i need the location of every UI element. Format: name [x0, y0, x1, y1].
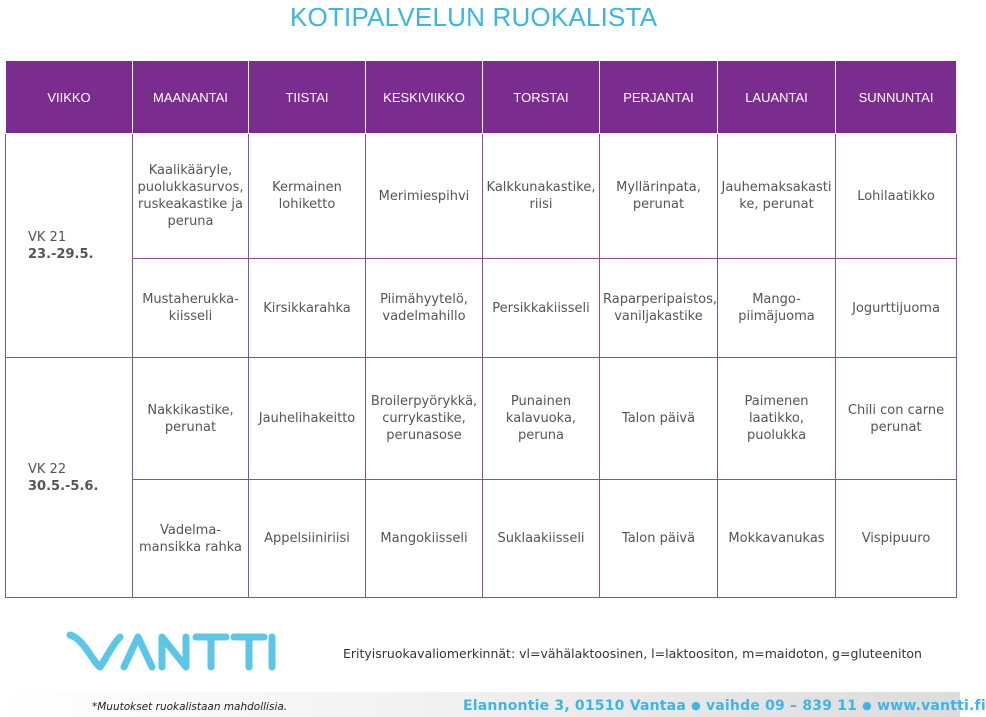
header-cell: PERJANTAI [600, 61, 718, 134]
menu-cell: Myllärinpata, perunat [600, 134, 718, 259]
week2-dessert-row [6, 480, 957, 598]
diet-legend: Erityisruokavaliomerkinnät: vl=vähälaktoosinen, l=laktoositon, m=maidoton, g=gluteeniton [343, 646, 922, 661]
header-row [6, 61, 957, 134]
menu-cell: Paimenen laatikko, puolukka [718, 358, 836, 480]
menu-cell: Broilerpyörykkä, currykastike, perunasose [366, 358, 483, 480]
week-dates: 23.-29.5. [28, 246, 94, 262]
website-link[interactable]: www.vantti.fi [877, 698, 986, 714]
menu-cell: Chili con carne perunat [836, 358, 957, 480]
changes-note: *Muutokset ruokalistaan mahdollisia. [92, 701, 288, 713]
menu-cell: Raparperipaistos, vaniljakastike [600, 259, 718, 358]
menu-cell: Talon päivä [600, 480, 718, 598]
menu-cell: Talon päivä [600, 358, 718, 480]
phone: vaihde 09 – 839 11 [705, 698, 858, 714]
week1-main-row [6, 134, 957, 259]
menu-cell: Merimiespihvi [366, 134, 483, 259]
menu-cell: Vadelma-mansikka rahka [133, 480, 249, 598]
menu-cell: Kirsikkarahka [249, 259, 366, 358]
menu-cell: Kaalikääryle, puolukkasurvos, ruskeakastike ja peruna [133, 134, 249, 259]
vantti-logo-icon [66, 629, 278, 673]
week-dates: 30.5.-5.6. [28, 478, 99, 494]
menu-table [5, 60, 957, 598]
menu-cell: Suklaakiisseli [483, 480, 600, 598]
week2-main-row [6, 358, 957, 480]
week1-dessert-row [6, 259, 957, 358]
header-cell: VIIKKO [6, 61, 133, 134]
week-label: VK 22 [28, 461, 67, 477]
header-cell: SUNNUNTAI [836, 61, 957, 134]
week-label: VK 21 [28, 229, 67, 245]
menu-cell: Lohilaatikko [836, 134, 957, 259]
menu-cell: Jogurttijuoma [836, 259, 957, 358]
menu-cell: Kalkkunakastike, riisi [483, 134, 600, 259]
bullet-icon: ● [862, 699, 872, 712]
menu-cell: Jauhemaksakasti ke, perunat [718, 134, 836, 259]
menu-cell: Vispipuuro [836, 480, 957, 598]
header-cell: LAUANTAI [718, 61, 836, 134]
menu-cell: Mangokiisseli [366, 480, 483, 598]
header-cell: TORSTAI [483, 61, 600, 134]
bullet-icon: ● [691, 699, 701, 712]
menu-cell: Nakkikastike, perunat [133, 358, 249, 480]
menu-cell: Punainen kalavuoka, peruna [483, 358, 600, 480]
menu-cell: Appelsiiniriisi [249, 480, 366, 598]
contact-info [463, 698, 986, 714]
menu-cell: Jauhelihakeitto [249, 358, 366, 480]
address: Elannontie 3, 01510 Vantaa [463, 698, 686, 714]
menu-cell: Mustaherukka-kiisseli [133, 259, 249, 358]
menu-cell: Persikkakiisseli [483, 259, 600, 358]
page-title: KOTIPALVELUN RUOKALISTA [290, 2, 658, 32]
menu-cell: Mango-piimäjuoma [718, 259, 836, 358]
header-cell: MAANANTAI [133, 61, 249, 134]
week-cell [6, 134, 133, 358]
menu-cell: Piimähyytelö, vadelmahillo [366, 259, 483, 358]
menu-cell: Mokkavanukas [718, 480, 836, 598]
week-cell [6, 358, 133, 598]
header-cell: KESKIVIIKKO [366, 61, 483, 134]
menu-cell: Kermainen lohiketto [249, 134, 366, 259]
header-cell: TIISTAI [249, 61, 366, 134]
